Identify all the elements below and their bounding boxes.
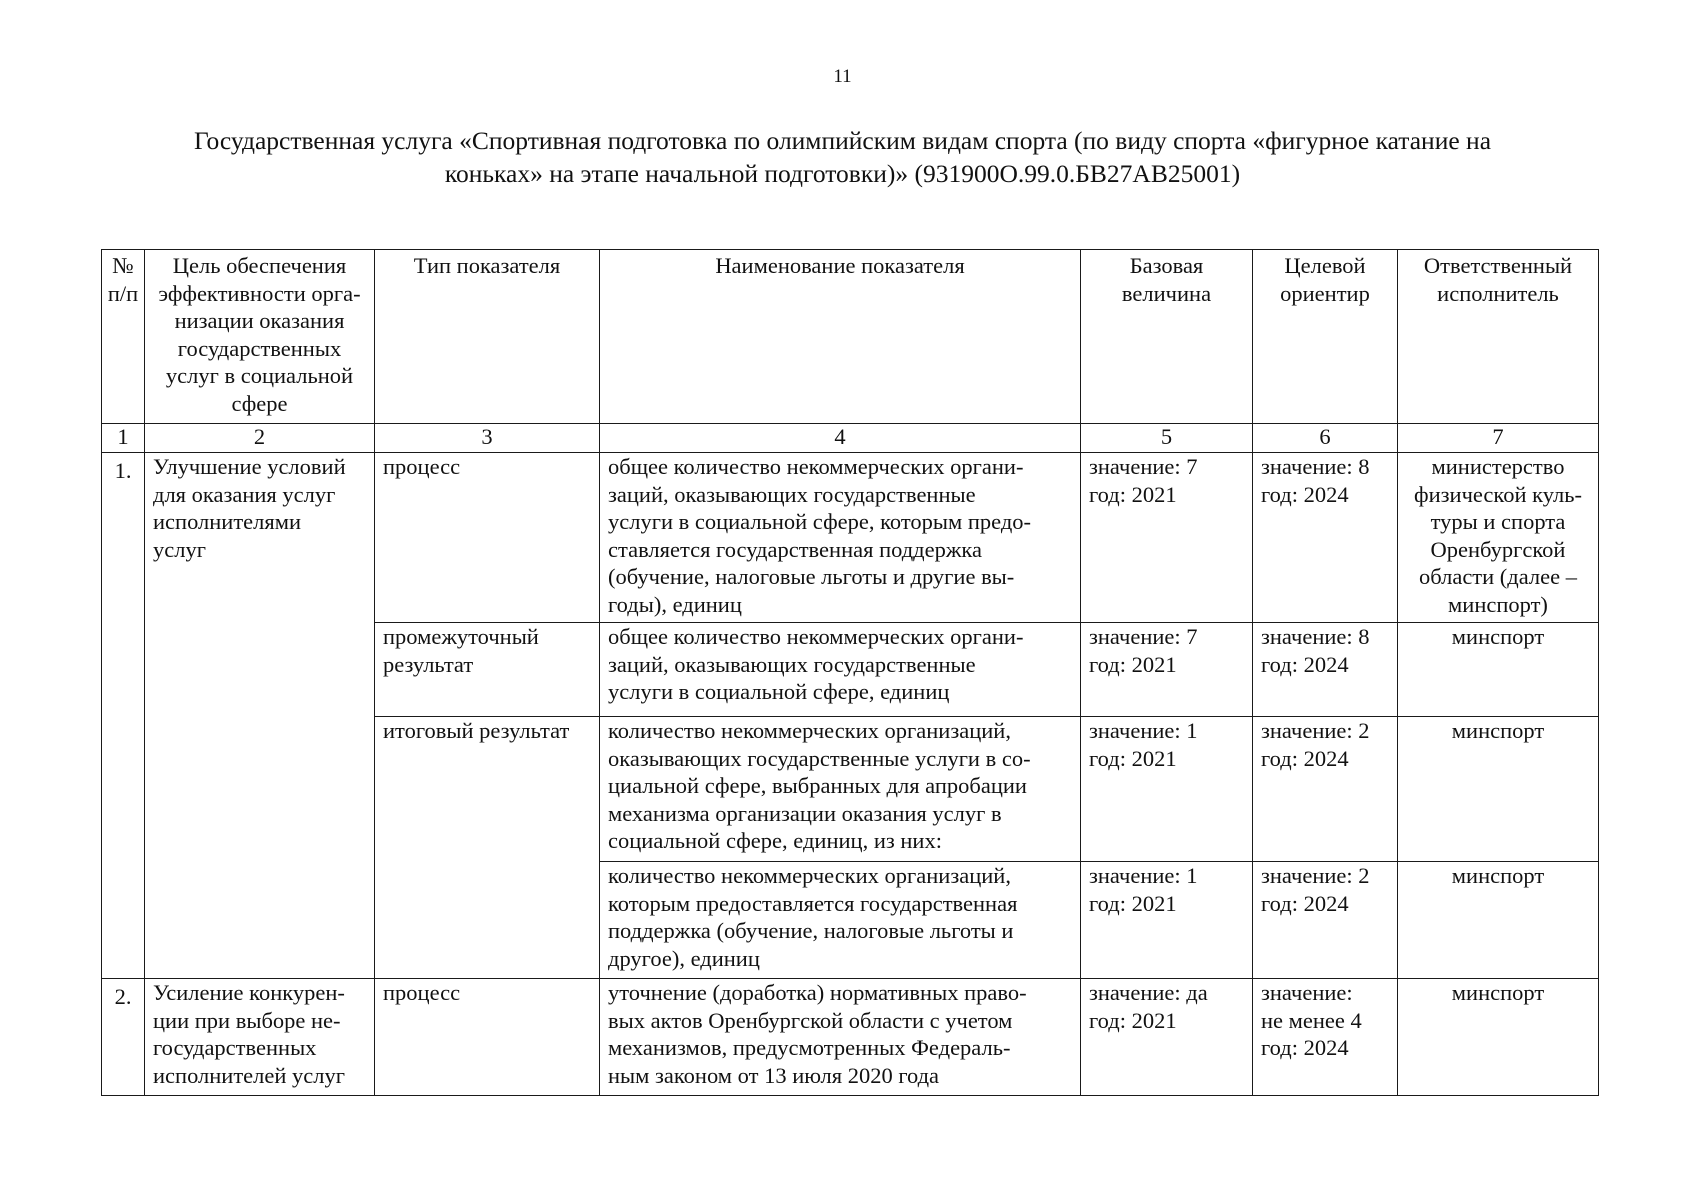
header-row xyxy=(102,250,1599,424)
cell-text-line: социальной сфере, единиц, из них: xyxy=(608,828,942,853)
cell-text-line: услуги в социальной сфере, единиц xyxy=(608,679,950,704)
indicator-type-cell xyxy=(375,979,600,1096)
responsible-cell xyxy=(1398,717,1599,862)
cell-text-line: Базовая xyxy=(1129,253,1204,278)
header-base xyxy=(1081,250,1253,424)
header-resp xyxy=(1398,250,1599,424)
indicator-name-cell xyxy=(600,623,1081,717)
cell-text-line: минспорт) xyxy=(1448,591,1548,617)
indicator-name-cell xyxy=(600,717,1081,862)
title-line: коньках» на этапе начальной подготовки)» (931900О.99.0.БВ27АВ25001) xyxy=(444,159,1241,188)
cell-text-line: поддержка (обучение, налоговые льготы и xyxy=(608,918,1014,943)
cell-text-line: другое), единиц xyxy=(608,945,760,971)
cell-text-line: значение: да xyxy=(1089,980,1208,1005)
cell-text-line: циальной сфере, выбранных для апробации xyxy=(608,773,1027,798)
cell-text-line: Улучшение условий xyxy=(153,454,346,479)
table-row xyxy=(102,453,1599,623)
target-value-cell xyxy=(1253,453,1398,623)
cell-text-line: исполнителей услуг xyxy=(153,1062,345,1088)
cell-text-line: ным законом от 13 июля 2020 года xyxy=(608,1062,940,1088)
cell-text-line: эффективности орга- xyxy=(158,280,361,306)
cell-text-line: Усиление конкурен- xyxy=(153,980,345,1005)
row-number: 2. xyxy=(102,979,145,1096)
title-line: Государственная услуга «Спортивная подготовка по олимпийским видам спорта (по виду спорта «фигурное катание на xyxy=(193,126,1492,155)
cell-text-line: низации оказания xyxy=(174,308,345,333)
cell-text-line: для оказания услуг xyxy=(153,481,336,507)
cell-text-line: области (далее – xyxy=(1418,564,1578,589)
column-number: 6 xyxy=(1253,424,1398,453)
cell-text-line: год: 2021 xyxy=(1089,745,1177,771)
cell-text-line: значение: 7 xyxy=(1089,454,1198,479)
column-number: 3 xyxy=(375,424,600,453)
cell-text-line: ориентир xyxy=(1280,280,1370,306)
cell-text-line: минспорт xyxy=(1451,863,1545,888)
header-name xyxy=(600,250,1081,424)
goal-cell xyxy=(145,979,375,1096)
column-numbers-row xyxy=(102,424,1599,453)
column-number: 2 xyxy=(145,424,375,453)
indicator-name-cell xyxy=(600,453,1081,623)
cell-text-line: минспорт xyxy=(1451,624,1545,649)
cell-text-line: сфере xyxy=(231,390,288,416)
responsible-cell xyxy=(1398,862,1599,979)
cell-text-line: ции при выборе не- xyxy=(153,1007,341,1033)
cell-text-line: Цель обеспечения xyxy=(172,253,347,278)
cell-text-line: значение: 7 xyxy=(1089,624,1198,649)
column-number: 4 xyxy=(600,424,1081,453)
cell-text-line: год: 2021 xyxy=(1089,890,1177,916)
cell-text-line: которым предоставляется государственная xyxy=(608,890,1018,916)
cell-text-line: исполнителями xyxy=(153,509,302,534)
indicator-name-cell xyxy=(600,862,1081,979)
indicators-table xyxy=(101,249,1599,1096)
cell-text-line: промежуточный xyxy=(383,624,539,649)
cell-text-line: значение: 1 xyxy=(1089,863,1198,888)
cell-text-line: государственных xyxy=(177,335,342,361)
cell-text-line: физической куль- xyxy=(1414,481,1582,507)
goal-cell xyxy=(145,453,375,979)
responsible-cell xyxy=(1398,623,1599,717)
page-number: 11 xyxy=(833,66,852,87)
indicator-type-cell xyxy=(375,717,600,979)
cell-text-line: год: 2024 xyxy=(1261,1035,1349,1060)
cell-text-line: механизмов, предусмотренных Федераль- xyxy=(608,1035,1011,1060)
cell-text-line: исполнитель xyxy=(1437,280,1559,306)
cell-text-line: год: 2024 xyxy=(1261,745,1349,771)
table-row xyxy=(102,979,1599,1096)
cell-text-line: туры и спорта xyxy=(1430,509,1566,534)
cell-text-line: общее количество некоммерческих органи- xyxy=(608,624,1024,649)
cell-text-line: заций, оказывающих государственные xyxy=(608,481,976,507)
cell-text-line: услуги в социальной сфере, которым предо- xyxy=(608,509,1032,534)
cell-text-line: (обучение, налоговые льготы и другие вы- xyxy=(608,564,1015,589)
cell-text-line: министерство xyxy=(1431,454,1565,479)
base-value-cell xyxy=(1081,453,1253,623)
base-value-cell xyxy=(1081,979,1253,1096)
cell-text-line: услуг в социальной xyxy=(165,363,354,388)
cell-text-line: год: 2021 xyxy=(1089,481,1177,507)
indicator-type-cell xyxy=(375,623,600,717)
cell-text-line: год: 2024 xyxy=(1261,890,1349,916)
header-target xyxy=(1253,250,1398,424)
cell-text-line: оказывающих государственные услуги в со- xyxy=(608,745,1031,771)
target-value-cell xyxy=(1253,979,1398,1096)
cell-text-line: процесс xyxy=(383,980,461,1005)
cell-text-line: итоговый результат xyxy=(383,718,570,743)
cell-text-line: механизма организации оказания услуг в xyxy=(608,800,1002,826)
cell-text-line: заций, оказывающих государственные xyxy=(608,651,976,677)
row-number: 1. xyxy=(102,453,145,979)
target-value-cell xyxy=(1253,623,1398,717)
cell-text-line: ставляется государственная поддержка xyxy=(608,536,982,562)
cell-text-line: Тип показателя xyxy=(413,253,561,278)
cell-text-line: услуг xyxy=(153,536,206,562)
responsible-cell xyxy=(1398,453,1599,623)
cell-text-line: значение: 8 xyxy=(1261,624,1370,649)
column-number: 5 xyxy=(1081,424,1253,453)
base-value-cell xyxy=(1081,717,1253,862)
cell-text-line: годы), единиц xyxy=(608,591,742,617)
indicator-type-cell xyxy=(375,453,600,623)
cell-text-line: государственных xyxy=(153,1035,317,1060)
cell-text-line: значение: 2 xyxy=(1261,863,1370,888)
responsible-cell xyxy=(1398,979,1599,1096)
cell-text-line: процесс xyxy=(383,454,461,479)
cell-text-line: значение: xyxy=(1261,980,1353,1005)
cell-text-line: год: 2024 xyxy=(1261,481,1349,507)
cell-text-line: количество некоммерческих организаций, xyxy=(608,718,1011,743)
cell-text-line: № xyxy=(112,253,134,278)
header-type xyxy=(375,250,600,424)
target-value-cell xyxy=(1253,717,1398,862)
cell-text-line: количество некоммерческих организаций, xyxy=(608,863,1011,888)
cell-text-line: Целевой xyxy=(1284,253,1366,278)
header-num xyxy=(102,250,145,424)
cell-text-line: год: 2021 xyxy=(1089,1007,1177,1033)
cell-text-line: минспорт xyxy=(1451,980,1545,1005)
cell-text-line: не менее 4 xyxy=(1261,1007,1362,1033)
cell-text-line: величина xyxy=(1121,280,1212,306)
cell-text-line: минспорт xyxy=(1451,718,1545,743)
cell-text-line: значение: 1 xyxy=(1089,718,1198,743)
indicator-name-cell xyxy=(600,979,1081,1096)
cell-text-line: Оренбургской xyxy=(1430,536,1566,562)
cell-text-line: год: 2021 xyxy=(1089,651,1177,677)
base-value-cell xyxy=(1081,862,1253,979)
base-value-cell xyxy=(1081,623,1253,717)
target-value-cell xyxy=(1253,862,1398,979)
cell-text-line: год: 2024 xyxy=(1261,651,1349,677)
cell-text-line: Наименование показателя xyxy=(715,253,965,278)
column-number: 7 xyxy=(1398,424,1599,453)
cell-text-line: Ответственный xyxy=(1423,253,1573,278)
cell-text-line: результат xyxy=(383,651,474,677)
cell-text-line: значение: 8 xyxy=(1261,454,1370,479)
header-goal xyxy=(145,250,375,424)
document-title xyxy=(100,124,1585,190)
cell-text-line: вых актов Оренбургской области с учетом xyxy=(608,1007,1013,1033)
cell-text-line: п/п xyxy=(107,280,139,306)
cell-text-line: уточнение (доработка) нормативных право- xyxy=(608,980,1027,1005)
cell-text-line: значение: 2 xyxy=(1261,718,1370,743)
column-number: 1 xyxy=(102,424,145,453)
cell-text-line: общее количество некоммерческих органи- xyxy=(608,454,1024,479)
